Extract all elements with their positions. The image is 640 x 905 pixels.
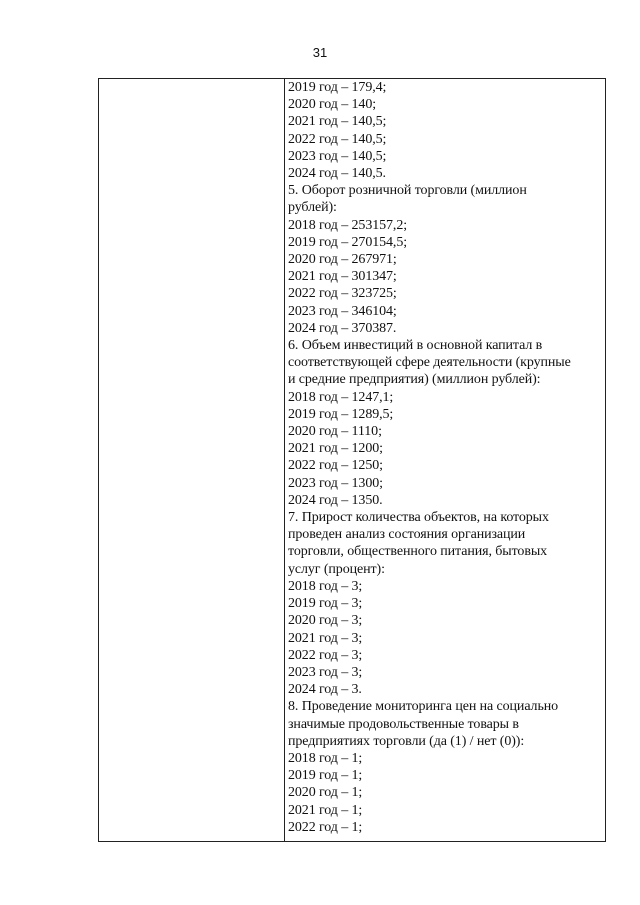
text-line: 2023 год – 1300; — [288, 475, 383, 491]
document-table — [98, 78, 606, 842]
text-line: 2020 год – 3; — [288, 613, 363, 629]
text-line: 2020 год – 1110; — [288, 424, 382, 440]
text-line: 2023 год – 346104; — [288, 303, 397, 319]
text-line: 2018 год – 3; — [288, 578, 363, 594]
text-line: 2021 год – 140,5; — [288, 114, 387, 130]
text-line: 2024 год – 3. — [288, 682, 362, 698]
text-line: 2019 год – 270154,5; — [288, 234, 408, 250]
text-line: 2018 год – 253157,2; — [288, 217, 408, 233]
text-line: 2021 год – 301347; — [288, 269, 397, 285]
text-line: 2021 год – 1; — [288, 802, 363, 818]
text-line: услуг (процент): — [288, 561, 385, 577]
text-line: 2020 год – 1; — [288, 785, 363, 801]
page-number: 31 — [312, 45, 328, 60]
text-line: 2019 год – 3; — [288, 596, 363, 612]
text-line: 2022 год – 140,5; — [288, 131, 387, 147]
table-right-column — [285, 79, 605, 841]
text-line: 2021 год – 1200; — [288, 441, 383, 457]
text-line: 2018 год – 1247,1; — [288, 389, 394, 405]
text-line: 2020 год – 140; — [288, 97, 377, 113]
text-line: соответствующей сфере деятельности (крупные — [288, 355, 571, 371]
text-line: 2019 год – 1; — [288, 768, 363, 784]
text-line: торговли, общественного питания, бытовых — [288, 544, 548, 560]
text-line: 2022 год – 3; — [288, 647, 363, 663]
table-left-column — [99, 79, 285, 841]
text-line: 2022 год – 1; — [288, 819, 363, 835]
text-line: и средние предприятия) (миллион рублей): — [288, 372, 541, 388]
text-line: 2022 год – 1250; — [288, 458, 383, 474]
text-line: 2019 год – 1289,5; — [288, 406, 394, 422]
text-line: 2021 год – 3; — [288, 630, 363, 646]
text-line: проведен анализ состояния организации — [288, 527, 526, 543]
text-line: 2022 год – 323725; — [288, 286, 397, 302]
text-line: 2019 год – 179,4; — [288, 80, 387, 95]
text-line: 6. Объем инвестиций в основной капитал в — [288, 338, 543, 354]
text-line: рублей): — [288, 200, 337, 216]
text-line: 2024 год – 1350. — [288, 492, 383, 508]
text-line: предприятиях торговли (да (1) / нет (0)): — [288, 733, 525, 749]
text-line: 5. Оборот розничной торговли (миллион — [288, 183, 527, 199]
text-line: 8. Проведение мониторинга цен на социально — [288, 699, 559, 715]
text-line: 2024 год – 370387. — [288, 320, 397, 336]
text-line: 2023 год – 140,5; — [288, 148, 387, 164]
text-line: 7. Прирост количества объектов, на которых — [288, 510, 549, 526]
text-line: 2023 год – 3; — [288, 664, 363, 680]
text-line: 2024 год – 140,5. — [288, 166, 386, 182]
text-line: 2018 год – 1; — [288, 750, 363, 766]
text-line: 2020 год – 267971; — [288, 252, 397, 268]
text-line: значимые продовольственные товары в — [288, 716, 519, 732]
